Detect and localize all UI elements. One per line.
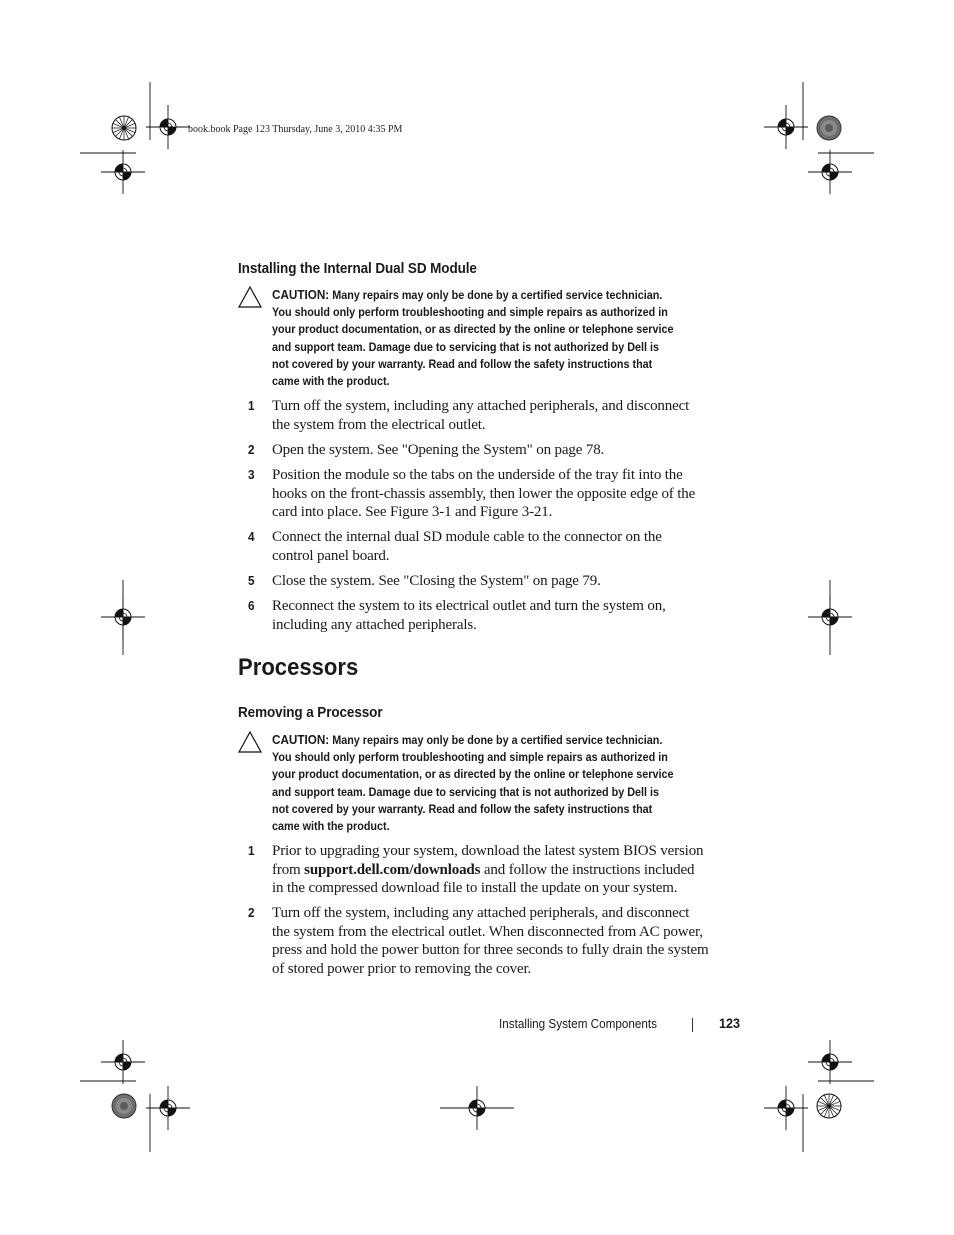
caution-icon — [238, 286, 262, 308]
support-link[interactable]: support.dell.com/downloads — [304, 861, 481, 878]
step-number: 2 — [248, 905, 255, 920]
caution-text: CAUTION: Many repairs may only be done by a certified service technician. You should only perform troubleshooting and simple repairs as authorized in your product documentation, or as directed by the online or telephone service and support team. Damage due to servicing that is not authorized by Dell is not covered by your warranty. Read and follow the safety instructions that came with the product. — [272, 732, 674, 834]
registration-crosshair-mark — [101, 1040, 145, 1084]
caution-label: CAUTION: — [272, 732, 330, 747]
caution-label: CAUTION: — [272, 287, 330, 302]
step-text: Close the system. See "Closing the System" on page 79. — [272, 573, 601, 589]
registration-star-mark — [817, 1094, 841, 1118]
registration-crosshair-mark — [101, 150, 145, 194]
registration-crosshair-mark — [764, 105, 808, 149]
registration-crosshair-mark — [764, 1086, 808, 1130]
footer-divider — [692, 1018, 693, 1032]
registration-gray-mark — [817, 116, 841, 140]
section-heading-removing-processor: Removing a Processor — [238, 704, 383, 721]
step-number: 2 — [248, 442, 255, 457]
step-text: Position the module so the tabs on the underside of the tray fit into the hooks on the front-chassis assembly, then lower the opposite edge of the card into place. See Figure 3-1 and Figure 3-21. — [272, 467, 696, 521]
step-text: Prior to upgrading your system, download the latest system BIOS version from support.dell.com/downloads and follow the instructions included in the compressed download file to install the update on your system. — [272, 843, 704, 897]
page-title: Processors — [238, 654, 359, 681]
caution-text: CAUTION: Many repairs may only be done by a certified service technician. You should only perform troubleshooting and simple repairs as authorized in your product documentation, or as directed by the online or telephone service and support team. Damage due to servicing that is not authorized by Dell is not covered by your warranty. Read and follow the safety instructions that came with the product. — [272, 287, 674, 389]
step-text: Open the system. See "Opening the System" on page 78. — [272, 442, 605, 458]
section-heading-install-sd: Installing the Internal Dual SD Module — [238, 260, 477, 277]
footer-section-title: Installing System Components — [499, 1016, 658, 1031]
step-number: 3 — [248, 467, 255, 482]
page-number: 123 — [719, 1015, 741, 1031]
step-number: 4 — [248, 529, 255, 544]
step-number: 1 — [248, 398, 255, 413]
step-text: Turn off the system, including any attached peripherals, and disconnect the system from the electrical outlet. — [272, 398, 690, 433]
step-number: 6 — [248, 598, 255, 613]
registration-crosshair-mark — [808, 150, 852, 194]
print-header: book.book Page 123 Thursday, June 3, 2010 4:35 PM — [188, 124, 403, 135]
registration-crosshair-mark — [146, 105, 190, 149]
step-text: Reconnect the system to its electrical outlet and turn the system on, including any attached peripherals. — [272, 598, 666, 633]
step-text: Connect the internal dual SD module cable to the connector on the control panel board. — [272, 529, 662, 564]
step-number: 5 — [248, 573, 255, 588]
registration-crosshair-mark — [808, 1040, 852, 1084]
caution-icon — [238, 731, 262, 753]
step-number: 1 — [248, 843, 255, 858]
registration-star-mark — [112, 116, 136, 140]
registration-crosshair-mark — [146, 1086, 190, 1130]
step-text: Turn off the system, including any attached peripherals, and disconnect the system from the electrical outlet. When disconnected from AC power, press and hold the power button for three seconds to fully drain the system of stored power prior to removing the cover. — [272, 905, 709, 977]
registration-gray-mark — [112, 1094, 136, 1118]
